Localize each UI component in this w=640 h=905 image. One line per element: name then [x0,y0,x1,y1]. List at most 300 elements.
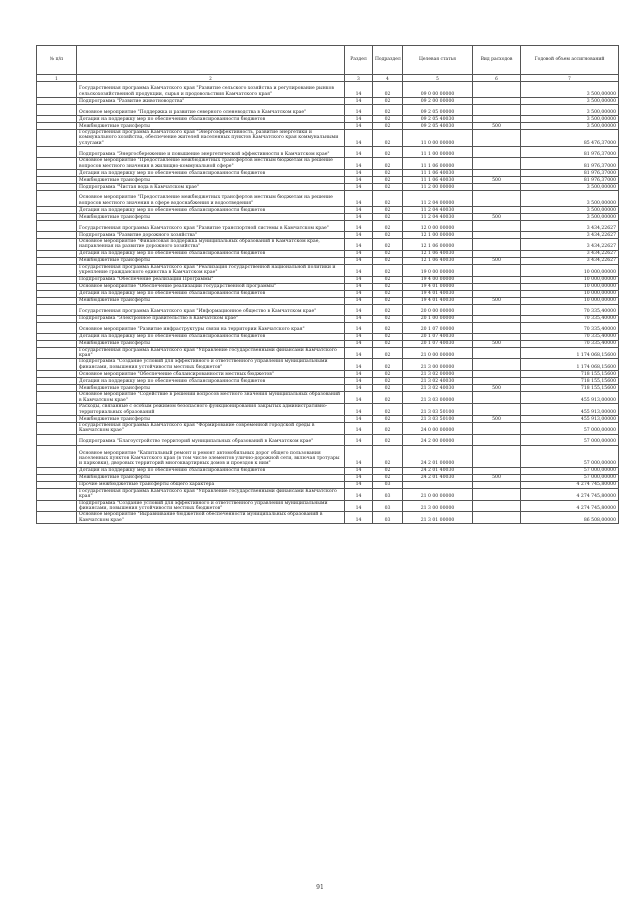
cell-name: Государственная программа Камчатского края "Управление государственными финансами Камчатского края" [77,347,345,359]
table-row [37,297,619,304]
cell-sum: 3 500,00000 [521,184,619,191]
cell-vid: 500 [473,340,521,347]
table-row [37,290,619,297]
cell-razdel: 14 [345,481,373,488]
table-row [37,392,619,404]
cell-num [37,500,77,512]
table-row [37,500,619,512]
cell-sum: 10 000,00000 [521,283,619,290]
cell-name: Основное мероприятие "Выравнивание бюджетной обеспеченности муниципальных образований в Камчатском крае" [77,512,345,524]
cell-target: 24 2 01 40030 [403,474,473,481]
index-cell: 3 [345,75,373,82]
table-row [37,184,619,191]
cell-razdel: 14 [345,297,373,304]
cell-podrazdel: 02 [373,404,403,416]
index-cell: 4 [373,75,403,82]
cell-sum: 10 000,00000 [521,264,619,276]
cell-vid [473,82,521,98]
cell-sum: 10 000,00000 [521,276,619,283]
cell-vid [473,98,521,105]
cell-sum: 3 434,22627 [521,239,619,251]
cell-num [37,257,77,264]
cell-vid: 500 [473,297,521,304]
index-row [37,75,619,82]
cell-num [37,130,77,147]
cell-vid [473,276,521,283]
cell-sum: 3 500,00000 [521,105,619,116]
cell-vid [473,184,521,191]
cell-sum: 4 274 745,80000 [521,481,619,488]
cell-razdel: 14 [345,415,373,422]
cell-razdel: 14 [345,250,373,257]
cell-podrazdel: 02 [373,297,403,304]
cell-num [37,250,77,257]
cell-razdel: 14 [345,130,373,147]
cell-razdel: 14 [345,315,373,322]
cell-name: Подпрограмма "Создание условий для эффективного и ответственного управления муниципальными финансами, повышения устойчивости местных бюджетов" [77,359,345,371]
cell-name: Подпрограмма "Энергосбережение и повышение энергетической эффективности в Камчатском крае" [77,147,345,158]
cell-target: 21 3 03 50100 [403,404,473,416]
cell-podrazdel: 02 [373,290,403,297]
table-row [37,130,619,147]
cell-vid [473,422,521,434]
cell-podrazdel: 02 [373,82,403,98]
cell-podrazdel: 02 [373,158,403,170]
table-row [37,481,619,488]
cell-num [37,158,77,170]
cell-sum: 81 976,37000 [521,158,619,170]
cell-vid [473,170,521,177]
cell-target: 11 1 06 40030 [403,170,473,177]
cell-name: Подпрограмма "Обеспечение реализации Программы" [77,276,345,283]
cell-vid [473,116,521,123]
table-row [37,315,619,322]
cell-podrazdel: 02 [373,214,403,221]
cell-name: Основное мероприятие "Обеспечение сбалансированности местных бюджетов" [77,371,345,378]
cell-target: 19 4 01 40030 [403,290,473,297]
cell-target: 11 0 00 00000 [403,130,473,147]
cell-name: Государственная программа Камчатского края "Формирование современной городской среды в Камчатском крае" [77,422,345,434]
cell-razdel: 14 [345,500,373,512]
cell-num [37,422,77,434]
table-row [37,116,619,123]
cell-name: Основное мероприятие "Содействие в решении вопросов местного значения муниципальных образований в Камчатском крае" [77,392,345,404]
cell-podrazdel: 03 [373,488,403,500]
table-row [37,158,619,170]
cell-num [37,474,77,481]
cell-sum: 57 000,00000 [521,474,619,481]
cell-razdel: 14 [345,232,373,239]
cell-vid [473,481,521,488]
cell-target: 12 1 06 40030 [403,250,473,257]
cell-vid [473,264,521,276]
cell-razdel: 14 [345,392,373,404]
cell-name: Государственная программа Камчатского края "Управление государственными финансами Камчатского края" [77,488,345,500]
cell-sum: 3 500,00000 [521,207,619,214]
cell-razdel: 14 [345,404,373,416]
cell-name: Дотация на поддержку мер по обеспечению сбалансированности бюджетов [77,333,345,340]
cell-vid: 500 [473,257,521,264]
cell-vid: 500 [473,415,521,422]
table-row [37,385,619,392]
cell-target: 09 0 00 00000 [403,82,473,98]
table-row [37,415,619,422]
table-row [37,276,619,283]
cell-razdel: 14 [345,264,373,276]
cell-sum: 70 335,40000 [521,340,619,347]
cell-target: 24 0 00 00000 [403,422,473,434]
cell-podrazdel: 02 [373,130,403,147]
cell-vid [473,347,521,359]
cell-podrazdel: 02 [373,283,403,290]
cell-num [37,512,77,524]
cell-target: 21 3 02 40030 [403,385,473,392]
cell-name: Дотация на поддержку мер по обеспечению сбалансированности бюджетов [77,467,345,474]
cell-sum: 3 500,00000 [521,98,619,105]
cell-target: 20 1 07 00000 [403,322,473,333]
cell-podrazdel: 02 [373,333,403,340]
cell-sum: 3 434,22627 [521,257,619,264]
table-row [37,333,619,340]
cell-name: Дотация на поддержку мер по обеспечению сбалансированности бюджетов [77,250,345,257]
cell-sum: 81 976,37000 [521,177,619,184]
cell-num [37,385,77,392]
cell-razdel: 14 [345,434,373,445]
cell-target: 09 2 05 40030 [403,123,473,130]
cell-razdel: 14 [345,333,373,340]
table-row [37,82,619,98]
cell-num [37,290,77,297]
cell-vid: 500 [473,385,521,392]
cell-vid [473,207,521,214]
table-row [37,304,619,315]
cell-target: 11 2 00 00000 [403,184,473,191]
cell-num [37,98,77,105]
cell-target: 24 2 00 00000 [403,434,473,445]
cell-target: 24 2 01 00000 [403,445,473,467]
table-row [37,239,619,251]
cell-target: 19 4 01 40030 [403,297,473,304]
index-cell: 2 [77,75,345,82]
cell-vid [473,404,521,416]
table-row [37,359,619,371]
cell-num [37,116,77,123]
table-row [37,512,619,524]
cell-razdel: 14 [345,177,373,184]
index-cell: 6 [473,75,521,82]
cell-target [403,481,473,488]
cell-sum: 10 000,00000 [521,290,619,297]
cell-num [37,333,77,340]
cell-target: 21 3 02 00000 [403,371,473,378]
table-row [37,322,619,333]
table-row [37,422,619,434]
cell-vid [473,250,521,257]
cell-razdel: 14 [345,488,373,500]
cell-razdel: 14 [345,98,373,105]
cell-sum: 3 500,00000 [521,191,619,207]
cell-podrazdel: 03 [373,481,403,488]
cell-razdel: 14 [345,82,373,98]
cell-sum: 70 335,40000 [521,315,619,322]
cell-razdel: 14 [345,474,373,481]
cell-target: 11 2 04 00000 [403,191,473,207]
cell-num [37,207,77,214]
cell-name: Дотация на поддержку мер по обеспечению сбалансированности бюджетов [77,290,345,297]
cell-target: 21 3 01 00000 [403,512,473,524]
cell-num [37,221,77,232]
cell-sum: 718 155,15600 [521,371,619,378]
header-num: № п/п [37,46,77,75]
cell-target: 12 0 00 00000 [403,221,473,232]
cell-razdel: 14 [345,221,373,232]
cell-num [37,170,77,177]
cell-vid [473,105,521,116]
cell-razdel: 14 [345,422,373,434]
cell-sum: 718 155,15600 [521,385,619,392]
cell-num [37,322,77,333]
cell-razdel: 14 [345,276,373,283]
cell-podrazdel: 02 [373,359,403,371]
cell-podrazdel: 02 [373,434,403,445]
cell-num [37,481,77,488]
cell-razdel: 14 [345,239,373,251]
cell-num [37,378,77,385]
table-row [37,264,619,276]
cell-num [37,191,77,207]
table-row [37,378,619,385]
table-row [37,232,619,239]
table-row [37,105,619,116]
cell-target: 21 3 02 40030 [403,378,473,385]
cell-razdel: 14 [345,340,373,347]
cell-vid: 500 [473,177,521,184]
table-row [37,434,619,445]
cell-podrazdel: 02 [373,415,403,422]
cell-name: Подпрограмма "Создание условий для эффективного и ответственного управления муниципальными финансами, повышения устойчивости местных бюджетов" [77,500,345,512]
header-name [77,46,345,75]
cell-num [37,359,77,371]
cell-razdel: 14 [345,123,373,130]
cell-sum: 3 500,00000 [521,116,619,123]
cell-name: Основное мероприятие "Поддержка и развитие северного оленеводства в Камчатском крае" [77,105,345,116]
cell-podrazdel: 02 [373,184,403,191]
cell-razdel: 14 [345,445,373,467]
header-vid: Вид расходов [473,46,521,75]
cell-podrazdel: 02 [373,105,403,116]
cell-sum: 70 335,40000 [521,304,619,315]
cell-razdel: 14 [345,347,373,359]
cell-vid [473,232,521,239]
cell-num [37,82,77,98]
cell-num [37,315,77,322]
cell-sum: 81 976,37000 [521,147,619,158]
cell-podrazdel: 02 [373,207,403,214]
cell-name: Государственная программа Камчатского края "Развитие сельского хозяйства и регулирование рынков сельскохозяйственной продукции, сырья и продовольствия Камчатского края" [77,82,345,98]
cell-sum: 1 174 068,15600 [521,359,619,371]
table-body [37,82,619,524]
cell-vid [473,290,521,297]
cell-vid [473,488,521,500]
cell-vid: 500 [473,214,521,221]
cell-podrazdel: 02 [373,467,403,474]
cell-name: Основное мероприятие "Финансовая поддержка муниципальных образований в Камчатском крае, направленная на развитие дорожного хозяйства" [77,239,345,251]
cell-sum: 57 000,00000 [521,445,619,467]
cell-razdel: 14 [345,359,373,371]
cell-podrazdel: 02 [373,177,403,184]
table-row [37,98,619,105]
cell-num [37,467,77,474]
cell-podrazdel: 03 [373,500,403,512]
cell-target: 12 1 00 00000 [403,232,473,239]
cell-name: Основное мероприятие "Предоставление межбюджетных трансфертов местным бюджетам на решение вопросов местного значения в сфере водоснабжения и водоотведения" [77,191,345,207]
cell-target: 11 2 04 40030 [403,214,473,221]
cell-razdel: 14 [345,105,373,116]
header-podrazdel: Подраздел [373,46,403,75]
table-row [37,404,619,416]
cell-num [37,276,77,283]
cell-sum: 3 500,00000 [521,82,619,98]
cell-target: 11 1 06 00000 [403,158,473,170]
cell-target: 21 0 00 00000 [403,347,473,359]
cell-vid [473,239,521,251]
cell-num [37,297,77,304]
cell-name: Межбюджетные трансферты [77,297,345,304]
cell-sum: 3 500,00000 [521,123,619,130]
cell-num [37,445,77,467]
cell-target: 12 1 06 40030 [403,257,473,264]
cell-name: Основное мероприятие "Предоставление межбюджетных трансфертов местным бюджетам на решение вопросов местного значения в жилищно-коммунальной сфере" [77,158,345,170]
cell-name: Государственная программа Камчатского края "Информационное общество в Камчатском крае" [77,304,345,315]
cell-num [37,184,77,191]
cell-razdel: 14 [345,304,373,315]
cell-name: Государственная программа Камчатского края "Реализация государственной национальной политики и укрепление гражданского единства в Камчатском крае" [77,264,345,276]
cell-vid [473,500,521,512]
cell-name: Межбюджетные трансферты [77,385,345,392]
cell-vid: 500 [473,474,521,481]
cell-sum: 81 976,37000 [521,170,619,177]
cell-num [37,232,77,239]
table-row [37,123,619,130]
cell-name: Государственная программа Камчатского края "Развитие транспортной системы в Камчатском крае" [77,221,345,232]
header-razdel: Раздел [345,46,373,75]
cell-podrazdel: 02 [373,315,403,322]
cell-name: Дотация на поддержку мер по обеспечению сбалансированности бюджетов [77,116,345,123]
cell-target: 19 0 00 00000 [403,264,473,276]
cell-razdel: 14 [345,116,373,123]
cell-sum: 70 335,40000 [521,322,619,333]
page-number: 91 [316,884,324,891]
index-cell: 7 [521,75,619,82]
cell-sum: 718 155,15600 [521,378,619,385]
cell-target: 19 4 00 00000 [403,276,473,283]
cell-name: Прочие межбюджетные трансферты общего характера [77,481,345,488]
cell-razdel: 14 [345,158,373,170]
table-row [37,371,619,378]
cell-target: 12 1 06 00000 [403,239,473,251]
cell-razdel: 14 [345,257,373,264]
cell-num [37,264,77,276]
cell-target: 19 4 01 00000 [403,283,473,290]
cell-name: Межбюджетные трансферты [77,474,345,481]
cell-num [37,123,77,130]
cell-podrazdel: 02 [373,147,403,158]
cell-razdel: 14 [345,322,373,333]
cell-name: Основное мероприятие "Обеспечение реализации государственной программы" [77,283,345,290]
cell-num [37,347,77,359]
cell-num [37,304,77,315]
cell-razdel: 14 [345,170,373,177]
cell-name: Межбюджетные трансферты [77,214,345,221]
cell-num [37,404,77,416]
cell-razdel: 14 [345,467,373,474]
cell-target: 20 1 00 00000 [403,315,473,322]
cell-num [37,177,77,184]
cell-podrazdel: 02 [373,378,403,385]
table-row [37,340,619,347]
cell-sum: 455 913,00000 [521,415,619,422]
cell-podrazdel: 02 [373,221,403,232]
cell-target: 24 2 01 40030 [403,467,473,474]
cell-target: 21 3 00 00000 [403,359,473,371]
cell-sum: 57 000,00000 [521,467,619,474]
cell-vid [473,315,521,322]
cell-num [37,340,77,347]
cell-sum: 1 174 068,15600 [521,347,619,359]
cell-name: Подпрограмма "Чистая вода в Камчатском крае" [77,184,345,191]
cell-razdel: 14 [345,214,373,221]
cell-num [37,392,77,404]
cell-podrazdel: 02 [373,264,403,276]
table-row [37,191,619,207]
cell-podrazdel: 02 [373,385,403,392]
cell-num [37,283,77,290]
cell-podrazdel: 02 [373,250,403,257]
cell-razdel: 14 [345,191,373,207]
table-row [37,347,619,359]
cell-vid [473,359,521,371]
table-row [37,474,619,481]
cell-num [37,214,77,221]
table-row [37,147,619,158]
cell-vid [473,221,521,232]
cell-podrazdel: 02 [373,191,403,207]
cell-podrazdel: 02 [373,422,403,434]
cell-vid [473,392,521,404]
cell-target: 09 2 00 00000 [403,98,473,105]
cell-razdel: 14 [345,290,373,297]
cell-name: Подпрограмма "Благоустройство территорий муниципальных образований в Камчатском крае" [77,434,345,445]
cell-vid [473,378,521,385]
cell-vid [473,191,521,207]
cell-podrazdel: 02 [373,371,403,378]
header-sum: Годовой объем ассигнований [521,46,619,75]
table-row [37,214,619,221]
table-row [37,221,619,232]
table-row [37,177,619,184]
cell-sum: 3 434,22627 [521,232,619,239]
cell-target: 20 0 00 00000 [403,304,473,315]
table-row [37,250,619,257]
cell-vid: 500 [473,123,521,130]
cell-podrazdel: 02 [373,322,403,333]
cell-vid [473,434,521,445]
cell-razdel: 14 [345,378,373,385]
table-row [37,257,619,264]
cell-sum: 3 434,22627 [521,250,619,257]
cell-sum: 86 508,00000 [521,512,619,524]
cell-sum: 455 913,00000 [521,392,619,404]
